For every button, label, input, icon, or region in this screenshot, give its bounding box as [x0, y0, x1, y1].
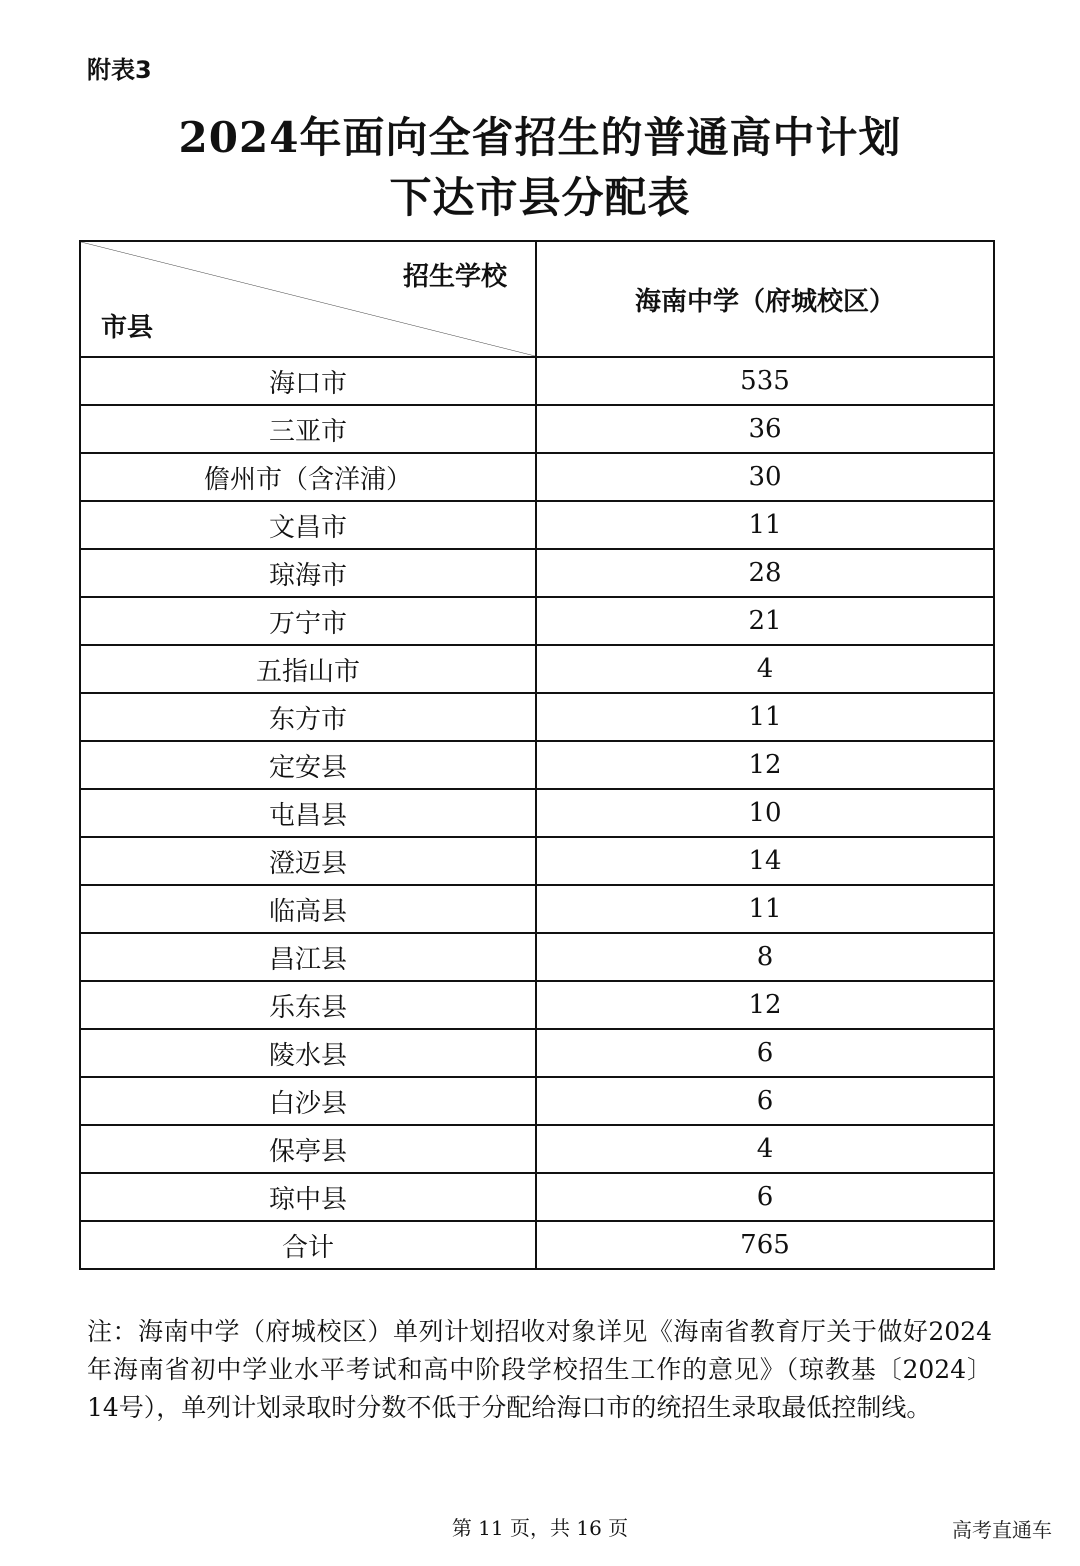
table-row [80, 693, 994, 741]
table-row [80, 549, 994, 597]
quota-value-cell: 4 [536, 1125, 994, 1173]
city-name-cell: 万宁市 [80, 597, 536, 645]
watermark: 高考直通车 [952, 1518, 1052, 1542]
total-row [80, 1221, 994, 1269]
quota-value-cell: 11 [536, 693, 994, 741]
quota-value-cell: 30 [536, 453, 994, 501]
city-name-cell: 琼中县 [80, 1173, 536, 1221]
quota-value-cell: 14 [536, 837, 994, 885]
quota-value-cell: 6 [536, 1029, 994, 1077]
city-name-cell: 定安县 [80, 741, 536, 789]
quota-value-cell: 6 [536, 1173, 994, 1221]
table-row [80, 789, 994, 837]
table-row [80, 741, 994, 789]
header-school-label: 招生学校 [402, 262, 507, 292]
quota-value-cell: 12 [536, 981, 994, 1029]
document-title-line2: 下达市县分配表 [389, 173, 691, 222]
city-name-cell: 琼海市 [80, 549, 536, 597]
table-row [80, 1173, 994, 1221]
document-title-line1: 2024年面向全省招生的普通高中计划 [178, 113, 902, 162]
table-row [80, 453, 994, 501]
city-name-cell: 乐东县 [80, 981, 536, 1029]
table-row [80, 501, 994, 549]
quota-value-cell: 4 [536, 645, 994, 693]
city-name-cell: 五指山市 [80, 645, 536, 693]
city-name-cell: 三亚市 [80, 405, 536, 453]
quota-value-cell: 11 [536, 501, 994, 549]
quota-value-cell: 535 [536, 357, 994, 405]
header-city-label: 市县 [101, 313, 154, 343]
quota-value-cell: 28 [536, 549, 994, 597]
quota-value-cell: 12 [536, 741, 994, 789]
table-row [80, 933, 994, 981]
footnote: 注：海南中学（府城校区）单列计划招收对象详见《海南省教育厅关于做好2024年海南省初中学业水平考试和高中阶段学校招生工作的意见》（琼教基〔2024〕14号），单列计划录取时分数不低于分配给海口市的统招生录取最低控制线。 [87, 1317, 992, 1422]
city-name-cell: 临高县 [80, 885, 536, 933]
attachment-label: 附表3 [87, 56, 152, 84]
city-name-cell: 文昌市 [80, 501, 536, 549]
quota-value-cell: 8 [536, 933, 994, 981]
city-name-cell: 屯昌县 [80, 789, 536, 837]
city-name-cell: 保亭县 [80, 1125, 536, 1173]
table-row [80, 1125, 994, 1173]
table-row [80, 885, 994, 933]
table-row [80, 357, 994, 405]
quota-value-cell: 36 [536, 405, 994, 453]
page-number: 第 11 页，共 16 页 [451, 1516, 629, 1540]
quota-value-cell: 21 [536, 597, 994, 645]
city-name-cell: 陵水县 [80, 1029, 536, 1077]
total-value-cell: 765 [536, 1221, 994, 1269]
quota-value-cell: 11 [536, 885, 994, 933]
city-name-cell: 东方市 [80, 693, 536, 741]
table-row [80, 405, 994, 453]
allocation-table [79, 240, 995, 1270]
city-name-cell: 澄迈县 [80, 837, 536, 885]
city-name-cell: 白沙县 [80, 1077, 536, 1125]
table-row [80, 1077, 994, 1125]
table-row [80, 837, 994, 885]
diagonal-header-cell [80, 241, 536, 357]
city-name-cell: 海口市 [80, 357, 536, 405]
city-name-cell: 儋州市（含洋浦） [80, 453, 536, 501]
school-column-header: 海南中学（府城校区） [536, 241, 994, 357]
table-row [80, 1029, 994, 1077]
table-row [80, 981, 994, 1029]
table-header-row [80, 241, 994, 357]
quota-value-cell: 10 [536, 789, 994, 837]
city-name-cell: 昌江县 [80, 933, 536, 981]
quota-value-cell: 6 [536, 1077, 994, 1125]
total-label-cell: 合计 [80, 1221, 536, 1269]
table-row [80, 645, 994, 693]
table-row [80, 597, 994, 645]
